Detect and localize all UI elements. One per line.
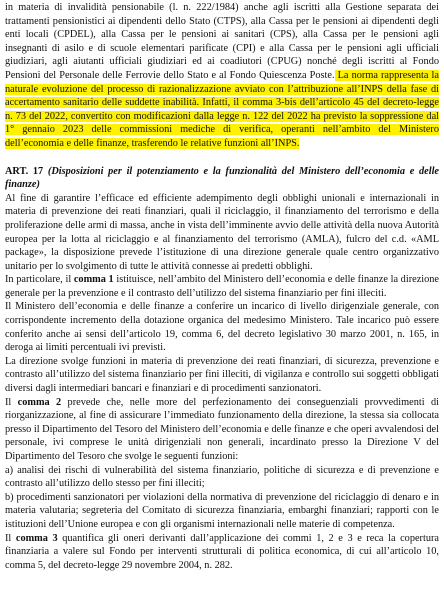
paragraph-purpose: Al fine di garantire l’efficace ed efficiente adempimento degli obblighi unionali e internazionali in materia di prevenzione dei reati finanziari, quali il riciclaggio, il finanziamento del terrorismo e della proliferazione delle armi di massa, anche in vista dell’imminente avvio delle attività della nuova Autorità europea per la lotta al riciclaggio e al finanziamento del terrorismo (AMLA), fulcro del c.d. «AML package», la disposizione prevede l’istituzione di una direzione generale quale centro organizzativo unitario per lo svolgimento di tutte le attività connesse ai predetti obblighi. (5, 192, 439, 272)
paragraph-incarico: Il Ministero dell’economia e delle finanze a conferire un incarico di livello dirigenziale generale, con corrispondente incremento della dotazione organica del medesimo Ministero. Tale incarico può essere conferito anche ai sensi dell’articolo 19, comma 6, del decreto legislativo 30 marzo 2001, n. 165, in deroga ai limiti percentuali ivi previsti. (5, 301, 439, 354)
paragraph-comma-2 (5, 396, 439, 464)
paragraph-funzioni: La direzione svolge funzioni in materia di prevenzione dei reati finanziari, di sicurezza, prevenzione e contrasto all’utilizzo del sistema finanziario per fini illeciti, di vigilanza e controllo sui soggetti obbligati diversi dagli intermediari bancari e finanziari e di procedimenti sanzionatori. (5, 355, 439, 395)
article-number: ART. 17 (5, 165, 44, 177)
paragraph-comma-1 (5, 273, 439, 300)
document-page (0, 1, 444, 610)
highlighted-text: La norma rappresenta la naturale evoluzione del processo di razionalizzazione avviato con l’attribuzione all’INPS della fase di accertamento sanitario delle suddette inabilità. Infatti, il comma 3-bis dell’articolo 45 del decreto-legge n. 73 del 2022, convertito con modificazioni dalla legge n. 122 del 2022 ha previsto la soppressione dal 1° gennaio 2023 delle commissioni mediche di verifica, operanti nell’ambito del Ministero dell’economia e delle finanze, trasferendo le relative funzioni all’INPS. (5, 69, 439, 149)
comma-3-label: comma 3 (15, 532, 58, 544)
paragraph-comma-2-post: prevede che, nelle more del perfezionamento dei conseguenziali provvedimenti di riorganizzazione, al fine di assicurare l’immediato funzionamento della direzione, la stessa sia collocata presso il Dipartimento del Tesoro del Ministero dell’economia e delle finanze e che operi avvalendosi del personale, ivi comprese le unità dirigenziali non generali, incardinato presso la Direzione V del Dipartimento del Tesoro che svolge le seguenti funzioni: (5, 396, 439, 462)
paragraph-comma-1-pre: In particolare, il (5, 274, 74, 286)
paragraph-comma-1-post: istituisce, nell’ambito del Ministero dell’economia e delle finanze la direzione generale per la prevenzione e il contrasto dell’utilizzo del sistema finanziario per fini illeciti. (5, 274, 439, 299)
paragraph-comma-3 (5, 532, 439, 573)
list-item-b: b) procedimenti sanzionatori per violazioni della normativa di prevenzione del riciclaggio di denaro e in materia valutaria; segreteria del Comitato di sicurezza finanziaria, embarghi finanziari; rapporti con le istituzioni dell’Unione europea e con gli organismi internazionali nelle materie di competenza. (5, 491, 439, 530)
article-heading (5, 165, 439, 192)
comma-2-label: comma 2 (17, 396, 62, 408)
intro-paragraph (5, 1, 439, 151)
paragraph-comma-2-pre: Il (5, 396, 18, 408)
paragraph-comma-3-post: quantifica gli oneri derivanti dall’applicazione dei commi 1, 2 e 3 e reca la copertura finanziaria a valere sul Fondo per interventi strutturali di politica economica, di cui all’articolo 10, comma 5, del decreto-legge 29 novembre 2004, n. 282. (5, 532, 439, 571)
comma-1-label: comma 1 (73, 274, 114, 286)
article-title: (Disposizioni per il potenziamento e la funzionalità del Ministero dell’economia e delle finanze) (5, 165, 440, 191)
intro-lead-text: in materia di invalidità pensionabile (l. n. 222/1984) anche agli iscritti alla Gestione separata dei trattamenti pensionistici ai dipendenti dello Stato (CTPS), alla Cassa per le pensioni ai dipendenti degli enti locali (CPDEL), alla Cassa per le pensioni ai sanitari (CPS), alla Cassa per le pensioni agli insegnanti di asilo e di scuole elementari parificate (CPI) e alla Cassa per le pensioni agli ufficiali giudiziari, agli aiutanti ufficiali giudiziari ed ai coadiutori (CPUG) nonché degli iscritti al Fondo Pensioni del Personale delle Ferrovie dello Stato e al Fondo Quiescenza Poste. (5, 2, 439, 81)
list-item-a: a) analisi dei rischi di vulnerabilità del sistema finanziario, politiche di sicurezza e di prevenzione e contrasto all’utilizzo dello stesso per fini illeciti; (5, 464, 439, 490)
paragraph-comma-3-pre: Il (5, 532, 16, 544)
